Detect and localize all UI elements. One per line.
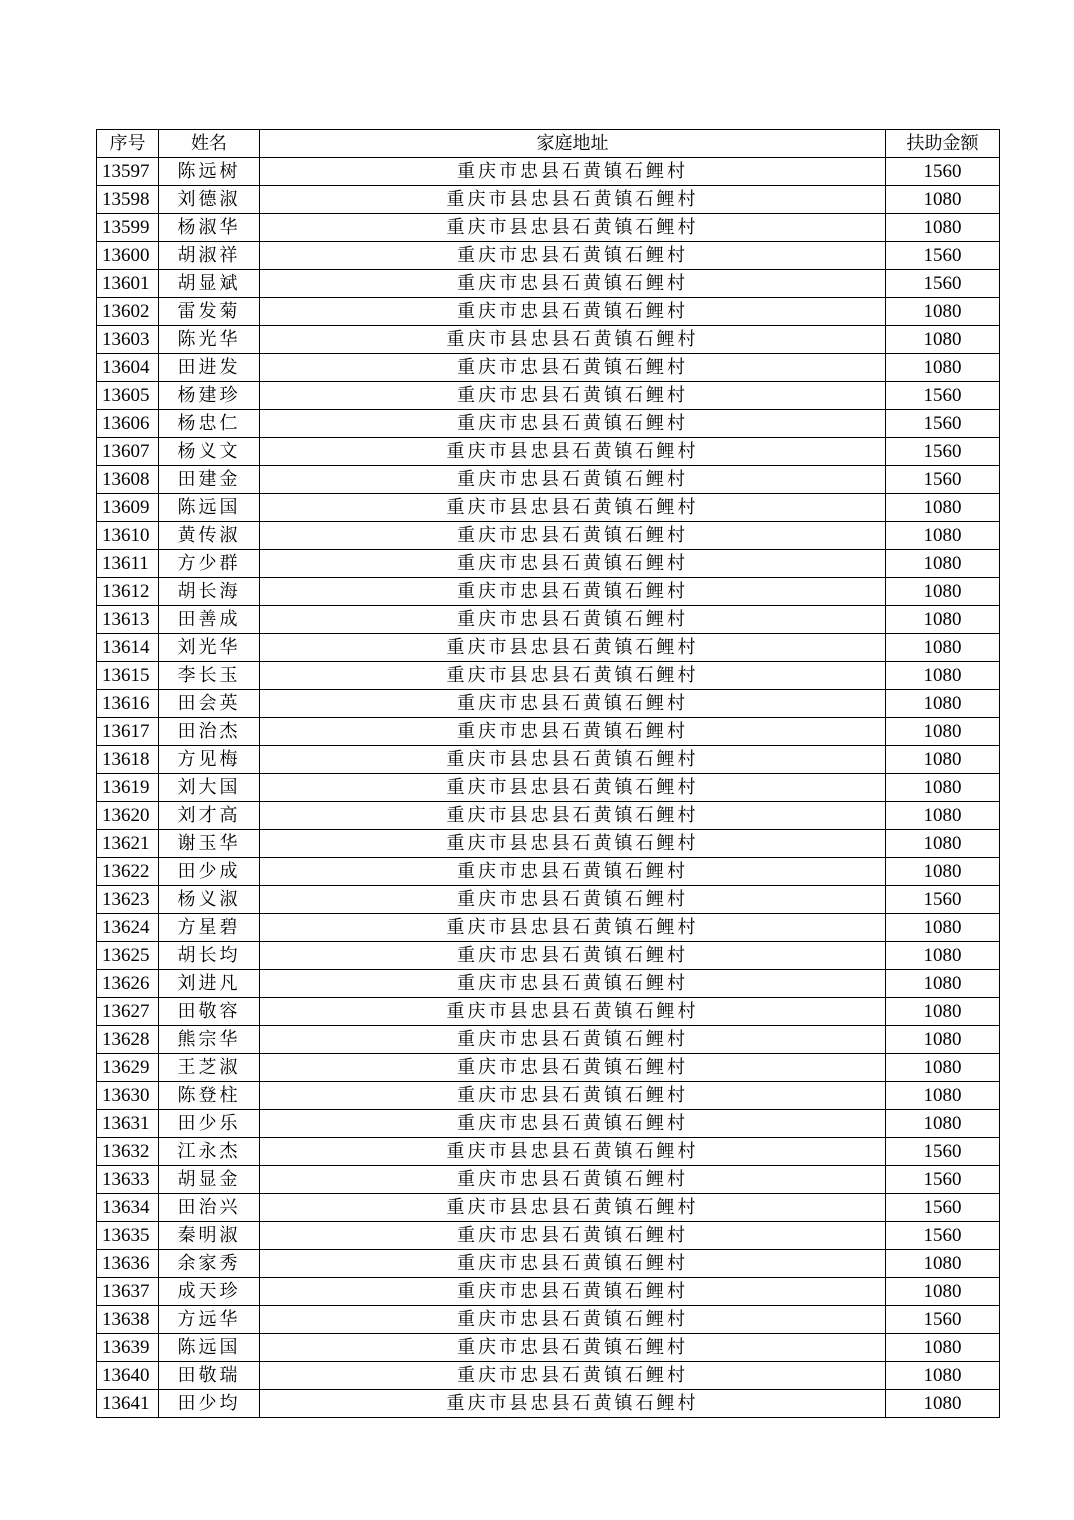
cell-subsidy-amount: 1560 <box>886 382 1000 410</box>
cell-serial-number: 13614 <box>97 634 159 662</box>
cell-serial-number: 13600 <box>97 242 159 270</box>
cell-home-address: 重庆市县忠县石黄镇石鲤村 <box>260 186 886 214</box>
cell-name: 田敬瑞 <box>159 1362 260 1390</box>
cell-subsidy-amount: 1080 <box>886 298 1000 326</box>
cell-home-address: 重庆市县忠县石黄镇石鲤村 <box>260 830 886 858</box>
cell-subsidy-amount: 1080 <box>886 1082 1000 1110</box>
table-row <box>97 1054 1000 1082</box>
cell-serial-number: 13627 <box>97 998 159 1026</box>
cell-serial-number: 13618 <box>97 746 159 774</box>
cell-name: 杨义文 <box>159 438 260 466</box>
cell-serial-number: 13610 <box>97 522 159 550</box>
cell-name: 田治兴 <box>159 1194 260 1222</box>
cell-subsidy-amount: 1080 <box>886 1334 1000 1362</box>
cell-serial-number: 13630 <box>97 1082 159 1110</box>
cell-home-address: 重庆市忠县石黄镇石鲤村 <box>260 578 886 606</box>
cell-subsidy-amount: 1080 <box>886 606 1000 634</box>
cell-name: 秦明淑 <box>159 1222 260 1250</box>
cell-home-address: 重庆市县忠县石黄镇石鲤村 <box>260 774 886 802</box>
cell-serial-number: 13638 <box>97 1306 159 1334</box>
cell-home-address: 重庆市忠县石黄镇石鲤村 <box>260 1110 886 1138</box>
cell-subsidy-amount: 1080 <box>886 1026 1000 1054</box>
table-row <box>97 914 1000 942</box>
cell-subsidy-amount: 1080 <box>886 830 1000 858</box>
cell-subsidy-amount: 1080 <box>886 1054 1000 1082</box>
cell-subsidy-amount: 1080 <box>886 354 1000 382</box>
cell-name: 刘大国 <box>159 774 260 802</box>
table-row <box>97 662 1000 690</box>
cell-name: 陈远国 <box>159 494 260 522</box>
cell-name: 江永杰 <box>159 1138 260 1166</box>
table-row <box>97 970 1000 998</box>
cell-subsidy-amount: 1080 <box>886 998 1000 1026</box>
table-row <box>97 186 1000 214</box>
table-row <box>97 1334 1000 1362</box>
table-row <box>97 1222 1000 1250</box>
cell-subsidy-amount: 1080 <box>886 494 1000 522</box>
cell-subsidy-amount: 1080 <box>886 550 1000 578</box>
cell-home-address: 重庆市县忠县石黄镇石鲤村 <box>260 438 886 466</box>
cell-serial-number: 13601 <box>97 270 159 298</box>
cell-subsidy-amount: 1080 <box>886 1278 1000 1306</box>
table-row <box>97 1082 1000 1110</box>
table-row <box>97 690 1000 718</box>
cell-subsidy-amount: 1080 <box>886 690 1000 718</box>
cell-home-address: 重庆市忠县石黄镇石鲤村 <box>260 1166 886 1194</box>
cell-name: 杨淑华 <box>159 214 260 242</box>
cell-home-address: 重庆市县忠县石黄镇石鲤村 <box>260 802 886 830</box>
cell-serial-number: 13603 <box>97 326 159 354</box>
cell-home-address: 重庆市县忠县石黄镇石鲤村 <box>260 914 886 942</box>
cell-home-address: 重庆市忠县石黄镇石鲤村 <box>260 298 886 326</box>
cell-name: 田建金 <box>159 466 260 494</box>
cell-subsidy-amount: 1080 <box>886 186 1000 214</box>
table-row <box>97 1026 1000 1054</box>
cell-subsidy-amount: 1560 <box>886 242 1000 270</box>
table-row <box>97 886 1000 914</box>
cell-subsidy-amount: 1080 <box>886 942 1000 970</box>
table-row <box>97 998 1000 1026</box>
cell-name: 田会英 <box>159 690 260 718</box>
cell-name: 王芝淑 <box>159 1054 260 1082</box>
cell-home-address: 重庆市忠县石黄镇石鲤村 <box>260 1222 886 1250</box>
cell-serial-number: 13608 <box>97 466 159 494</box>
cell-serial-number: 13619 <box>97 774 159 802</box>
cell-name: 田敬容 <box>159 998 260 1026</box>
cell-serial-number: 13622 <box>97 858 159 886</box>
cell-home-address: 重庆市忠县石黄镇石鲤村 <box>260 522 886 550</box>
table-row <box>97 942 1000 970</box>
cell-serial-number: 13615 <box>97 662 159 690</box>
cell-subsidy-amount: 1560 <box>886 1194 1000 1222</box>
table-row <box>97 1194 1000 1222</box>
cell-home-address: 重庆市忠县石黄镇石鲤村 <box>260 1362 886 1390</box>
cell-serial-number: 13634 <box>97 1194 159 1222</box>
cell-name: 田进发 <box>159 354 260 382</box>
cell-serial-number: 13635 <box>97 1222 159 1250</box>
cell-subsidy-amount: 1080 <box>886 1390 1000 1418</box>
cell-home-address: 重庆市忠县石黄镇石鲤村 <box>260 354 886 382</box>
cell-subsidy-amount: 1560 <box>886 270 1000 298</box>
cell-serial-number: 13632 <box>97 1138 159 1166</box>
cell-serial-number: 13623 <box>97 886 159 914</box>
cell-name: 陈登柱 <box>159 1082 260 1110</box>
cell-name: 杨建珍 <box>159 382 260 410</box>
cell-subsidy-amount: 1080 <box>886 1110 1000 1138</box>
cell-name: 余家秀 <box>159 1250 260 1278</box>
table-row <box>97 1306 1000 1334</box>
cell-name: 谢玉华 <box>159 830 260 858</box>
table-body <box>97 158 1000 1418</box>
cell-home-address: 重庆市忠县石黄镇石鲤村 <box>260 1306 886 1334</box>
table-row <box>97 522 1000 550</box>
cell-home-address: 重庆市忠县石黄镇石鲤村 <box>260 858 886 886</box>
cell-subsidy-amount: 1080 <box>886 718 1000 746</box>
cell-subsidy-amount: 1560 <box>886 438 1000 466</box>
cell-name: 雷发菊 <box>159 298 260 326</box>
cell-name: 方少群 <box>159 550 260 578</box>
cell-subsidy-amount: 1560 <box>886 1138 1000 1166</box>
cell-home-address: 重庆市忠县石黄镇石鲤村 <box>260 718 886 746</box>
cell-serial-number: 13626 <box>97 970 159 998</box>
cell-name: 田治杰 <box>159 718 260 746</box>
cell-name: 刘才高 <box>159 802 260 830</box>
table-header <box>97 130 1000 158</box>
cell-name: 刘进凡 <box>159 970 260 998</box>
cell-serial-number: 13640 <box>97 1362 159 1390</box>
cell-subsidy-amount: 1080 <box>886 214 1000 242</box>
cell-name: 胡显金 <box>159 1166 260 1194</box>
cell-serial-number: 13631 <box>97 1110 159 1138</box>
cell-serial-number: 13637 <box>97 1278 159 1306</box>
cell-serial-number: 13607 <box>97 438 159 466</box>
cell-serial-number: 13629 <box>97 1054 159 1082</box>
cell-name: 胡淑祥 <box>159 242 260 270</box>
cell-home-address: 重庆市忠县石黄镇石鲤村 <box>260 1334 886 1362</box>
cell-subsidy-amount: 1080 <box>886 970 1000 998</box>
table-row <box>97 830 1000 858</box>
cell-name: 田善成 <box>159 606 260 634</box>
cell-home-address: 重庆市县忠县石黄镇石鲤村 <box>260 1138 886 1166</box>
cell-serial-number: 13616 <box>97 690 159 718</box>
table-row <box>97 214 1000 242</box>
cell-home-address: 重庆市忠县石黄镇石鲤村 <box>260 690 886 718</box>
table-row <box>97 1110 1000 1138</box>
cell-subsidy-amount: 1080 <box>886 326 1000 354</box>
cell-home-address: 重庆市忠县石黄镇石鲤村 <box>260 942 886 970</box>
table-row <box>97 410 1000 438</box>
cell-subsidy-amount: 1080 <box>886 802 1000 830</box>
cell-home-address: 重庆市忠县石黄镇石鲤村 <box>260 1250 886 1278</box>
cell-name: 田少乐 <box>159 1110 260 1138</box>
table-row <box>97 550 1000 578</box>
subsidy-table <box>96 129 1000 1418</box>
cell-name: 刘光华 <box>159 634 260 662</box>
cell-name: 成天珍 <box>159 1278 260 1306</box>
table-row <box>97 606 1000 634</box>
cell-name: 熊宗华 <box>159 1026 260 1054</box>
table-row <box>97 1138 1000 1166</box>
table-row <box>97 718 1000 746</box>
table-row <box>97 1362 1000 1390</box>
header-serial-number: 序号 <box>97 130 159 158</box>
table-row <box>97 466 1000 494</box>
cell-serial-number: 13604 <box>97 354 159 382</box>
cell-home-address: 重庆市忠县石黄镇石鲤村 <box>260 550 886 578</box>
cell-subsidy-amount: 1080 <box>886 858 1000 886</box>
table-row <box>97 858 1000 886</box>
cell-subsidy-amount: 1080 <box>886 1362 1000 1390</box>
table-row <box>97 382 1000 410</box>
cell-name: 田少成 <box>159 858 260 886</box>
cell-serial-number: 13612 <box>97 578 159 606</box>
cell-home-address: 重庆市忠县石黄镇石鲤村 <box>260 410 886 438</box>
cell-home-address: 重庆市县忠县石黄镇石鲤村 <box>260 662 886 690</box>
cell-name: 杨义淑 <box>159 886 260 914</box>
cell-subsidy-amount: 1560 <box>886 466 1000 494</box>
cell-serial-number: 13597 <box>97 158 159 186</box>
cell-name: 胡长均 <box>159 942 260 970</box>
table-row <box>97 634 1000 662</box>
table-row <box>97 242 1000 270</box>
cell-name: 胡显斌 <box>159 270 260 298</box>
cell-serial-number: 13617 <box>97 718 159 746</box>
cell-serial-number: 13620 <box>97 802 159 830</box>
cell-serial-number: 13639 <box>97 1334 159 1362</box>
cell-subsidy-amount: 1560 <box>886 158 1000 186</box>
cell-serial-number: 13602 <box>97 298 159 326</box>
cell-serial-number: 13599 <box>97 214 159 242</box>
table-row <box>97 326 1000 354</box>
cell-home-address: 重庆市县忠县石黄镇石鲤村 <box>260 326 886 354</box>
cell-name: 杨忠仁 <box>159 410 260 438</box>
cell-home-address: 重庆市忠县石黄镇石鲤村 <box>260 466 886 494</box>
table-row <box>97 1250 1000 1278</box>
cell-serial-number: 13605 <box>97 382 159 410</box>
table-row <box>97 438 1000 466</box>
cell-home-address: 重庆市忠县石黄镇石鲤村 <box>260 886 886 914</box>
cell-name: 胡长海 <box>159 578 260 606</box>
table-row <box>97 298 1000 326</box>
cell-serial-number: 13641 <box>97 1390 159 1418</box>
header-row <box>97 130 1000 158</box>
table-row <box>97 774 1000 802</box>
table-row <box>97 494 1000 522</box>
cell-name: 方星碧 <box>159 914 260 942</box>
cell-home-address: 重庆市县忠县石黄镇石鲤村 <box>260 1194 886 1222</box>
table-row <box>97 746 1000 774</box>
cell-subsidy-amount: 1560 <box>886 1166 1000 1194</box>
header-subsidy-amount: 扶助金额 <box>886 130 1000 158</box>
cell-serial-number: 13609 <box>97 494 159 522</box>
cell-home-address: 重庆市县忠县石黄镇石鲤村 <box>260 746 886 774</box>
cell-name: 方见梅 <box>159 746 260 774</box>
cell-serial-number: 13621 <box>97 830 159 858</box>
cell-name: 田少均 <box>159 1390 260 1418</box>
cell-serial-number: 13624 <box>97 914 159 942</box>
cell-home-address: 重庆市忠县石黄镇石鲤村 <box>260 270 886 298</box>
cell-name: 陈光华 <box>159 326 260 354</box>
header-home-address: 家庭地址 <box>260 130 886 158</box>
cell-subsidy-amount: 1080 <box>886 578 1000 606</box>
cell-home-address: 重庆市忠县石黄镇石鲤村 <box>260 242 886 270</box>
cell-name: 陈远国 <box>159 1334 260 1362</box>
table-row <box>97 802 1000 830</box>
cell-home-address: 重庆市县忠县石黄镇石鲤村 <box>260 494 886 522</box>
cell-subsidy-amount: 1080 <box>886 746 1000 774</box>
cell-home-address: 重庆市忠县石黄镇石鲤村 <box>260 1082 886 1110</box>
cell-serial-number: 13633 <box>97 1166 159 1194</box>
cell-subsidy-amount: 1560 <box>886 410 1000 438</box>
cell-home-address: 重庆市忠县石黄镇石鲤村 <box>260 382 886 410</box>
table-row <box>97 1390 1000 1418</box>
table-row <box>97 1166 1000 1194</box>
cell-home-address: 重庆市县忠县石黄镇石鲤村 <box>260 1390 886 1418</box>
cell-serial-number: 13625 <box>97 942 159 970</box>
cell-serial-number: 13611 <box>97 550 159 578</box>
cell-name: 刘德淑 <box>159 186 260 214</box>
cell-home-address: 重庆市忠县石黄镇石鲤村 <box>260 606 886 634</box>
cell-subsidy-amount: 1080 <box>886 522 1000 550</box>
cell-home-address: 重庆市忠县石黄镇石鲤村 <box>260 1026 886 1054</box>
table-row <box>97 578 1000 606</box>
cell-home-address: 重庆市县忠县石黄镇石鲤村 <box>260 214 886 242</box>
cell-home-address: 重庆市忠县石黄镇石鲤村 <box>260 1278 886 1306</box>
cell-serial-number: 13606 <box>97 410 159 438</box>
cell-name: 黄传淑 <box>159 522 260 550</box>
cell-serial-number: 13636 <box>97 1250 159 1278</box>
cell-name: 方远华 <box>159 1306 260 1334</box>
table-row <box>97 270 1000 298</box>
cell-serial-number: 13628 <box>97 1026 159 1054</box>
table-row <box>97 158 1000 186</box>
cell-name: 李长玉 <box>159 662 260 690</box>
header-name: 姓名 <box>159 130 260 158</box>
cell-subsidy-amount: 1080 <box>886 774 1000 802</box>
cell-subsidy-amount: 1080 <box>886 1250 1000 1278</box>
cell-subsidy-amount: 1080 <box>886 634 1000 662</box>
cell-subsidy-amount: 1080 <box>886 914 1000 942</box>
cell-name: 陈远树 <box>159 158 260 186</box>
table-row <box>97 1278 1000 1306</box>
cell-home-address: 重庆市县忠县石黄镇石鲤村 <box>260 634 886 662</box>
cell-subsidy-amount: 1560 <box>886 1306 1000 1334</box>
cell-home-address: 重庆市忠县石黄镇石鲤村 <box>260 970 886 998</box>
cell-serial-number: 13598 <box>97 186 159 214</box>
cell-home-address: 重庆市忠县石黄镇石鲤村 <box>260 158 886 186</box>
cell-serial-number: 13613 <box>97 606 159 634</box>
cell-subsidy-amount: 1560 <box>886 886 1000 914</box>
cell-home-address: 重庆市县忠县石黄镇石鲤村 <box>260 998 886 1026</box>
cell-home-address: 重庆市忠县石黄镇石鲤村 <box>260 1054 886 1082</box>
table-row <box>97 354 1000 382</box>
cell-subsidy-amount: 1560 <box>886 1222 1000 1250</box>
cell-subsidy-amount: 1080 <box>886 662 1000 690</box>
